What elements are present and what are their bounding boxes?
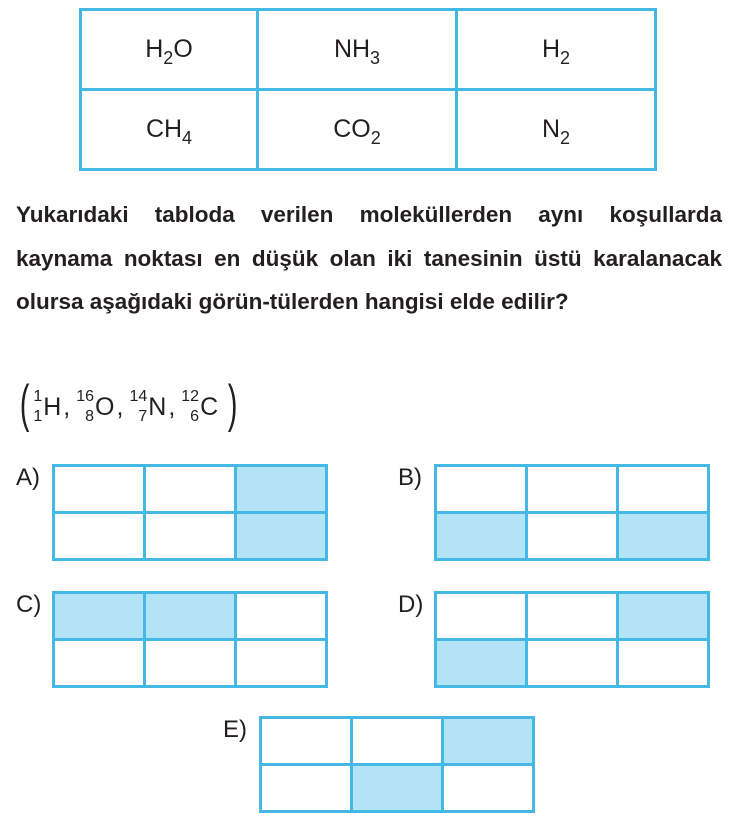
grid-cell [618,466,709,513]
molecule-cell-n2 [457,90,656,170]
grid-cell-filled [618,593,709,640]
grid-cell [145,513,236,560]
isotope-c [181,387,218,427]
atomic-number: 7 [138,408,148,425]
element-symbol: H [43,392,62,421]
molecule-row [81,10,656,90]
question-text: Yukarıdaki tabloda verilen moleküllerden aynı koşullarda kaynama noktası en düşük olan iki tanesinin üstü karalanacak olursa aşağıdaki görün-tülerden hangisi elde edilir? [16,202,722,314]
grid-cell-filled [54,593,145,640]
atomic-number: 8 [85,408,95,425]
molecule-cell-h2o [81,10,258,90]
grid-cell-filled [352,765,443,812]
option-c-grid[interactable] [52,591,328,688]
grid-cell [145,640,236,687]
option-b-grid[interactable] [434,464,710,561]
grid-cell [54,513,145,560]
grid-cell-filled [618,513,709,560]
molecule-cell-h2 [457,10,656,90]
isotope-o [76,387,123,427]
grid-cell-filled [436,640,527,687]
molecule-table [79,8,657,171]
element-symbol: O [95,392,115,421]
separator: , [116,392,124,421]
option-d-grid[interactable] [434,591,710,688]
grid-cell [527,513,618,560]
isotope-notation [16,375,241,436]
molecule-cell-co2 [258,90,457,170]
grid-cell [261,718,352,765]
separator: , [168,392,176,421]
option-a-grid[interactable] [52,464,328,561]
grid-cell [54,466,145,513]
atomic-number: 6 [190,408,200,425]
option-d-label[interactable]: D) [398,591,424,618]
option-a-label[interactable]: A) [16,464,40,491]
grid-cell-filled [236,513,327,560]
mass-number: 16 [76,388,95,405]
option-e-grid[interactable] [259,716,535,813]
formula: $CH_4$ [145,115,193,148]
grid-cell [236,593,327,640]
grid-cell [436,593,527,640]
mass-number: 14 [129,388,148,405]
formula: $CO_2$ [333,115,381,148]
molecule-cell-ch4 [81,90,258,170]
option-c-label[interactable]: C) [16,591,42,618]
grid-cell [352,718,443,765]
grid-cell-filled [436,513,527,560]
formula: $H_2$ [541,35,571,68]
grid-cell [261,765,352,812]
separator: , [63,392,71,421]
open-paren: ( [19,375,30,433]
grid-cell [236,640,327,687]
mass-number: 1 [33,388,43,405]
option-b-label[interactable]: B) [398,464,422,491]
grid-cell-filled [236,466,327,513]
grid-cell-filled [443,718,534,765]
isotope-n [129,387,175,427]
atomic-number: 1 [33,408,43,425]
grid-cell [527,640,618,687]
option-e-label[interactable]: E) [223,716,247,743]
isotope-h [33,387,70,427]
grid-cell [145,466,236,513]
element-symbol: C [200,392,219,421]
formula: $N_2$ [541,115,571,148]
formula: $H_2O$ [145,35,193,68]
grid-cell [618,640,709,687]
grid-cell [436,466,527,513]
molecule-row [81,90,656,170]
grid-cell [527,593,618,640]
molecule-cell-nh3 [258,10,457,90]
mass-number: 12 [181,388,200,405]
grid-cell-filled [145,593,236,640]
close-paren: ) [228,375,238,433]
formula: $NH_3$ [333,35,381,68]
grid-cell [527,466,618,513]
grid-cell [443,765,534,812]
grid-cell [54,640,145,687]
element-symbol: N [148,392,167,421]
